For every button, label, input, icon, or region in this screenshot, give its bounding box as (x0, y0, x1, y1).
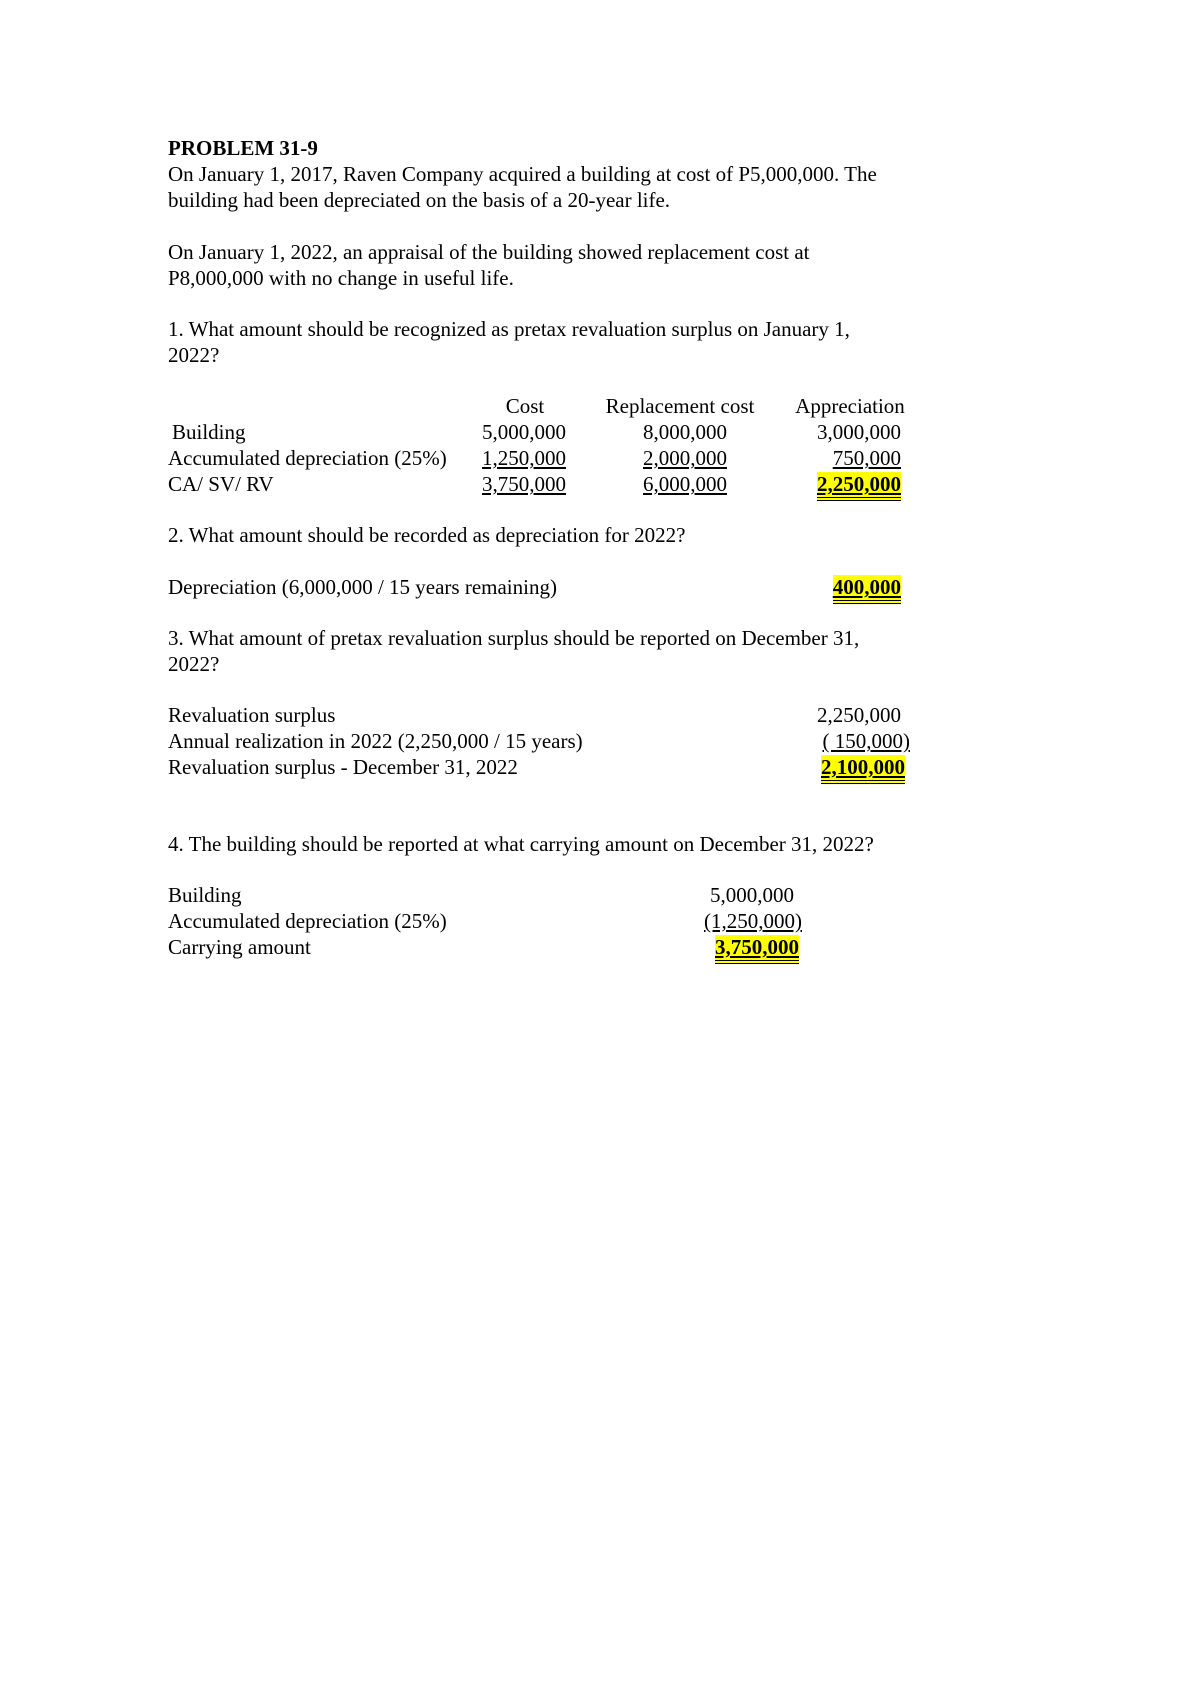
q3-row-surplus-label: Revaluation surplus (168, 703, 336, 727)
q2-question: 2. What amount should be recorded as depreciation for 2022? (168, 523, 686, 547)
q1-row-ca-replacement: 6,000,000 (643, 472, 727, 496)
q4-answer: 3,750,000 (660, 934, 799, 960)
q3-row-realization-value: ( 150,000) (822, 729, 910, 753)
q3-row-surplus-value: 2,250,000 (817, 703, 901, 727)
q4-question: 4. The building should be reported at what carrying amount on December 31, 2022? (168, 832, 874, 856)
intro-line-1: On January 1, 2017, Raven Company acquired a building at cost of P5,000,000. The (168, 162, 877, 186)
q2-answer: 400,000 (770, 574, 901, 600)
problem-title: PROBLEM 31-9 (168, 136, 318, 160)
q1-header-appreciation: Appreciation (795, 394, 905, 418)
q3-question-line-2: 2022? (168, 652, 220, 676)
q1-question-line-2: 2022? (168, 343, 220, 367)
q1-row-accum-label: Accumulated depreciation (25%) (168, 446, 447, 470)
q3-row-dec31-label: Revaluation surplus - December 31, 2022 (168, 755, 518, 779)
q3-question-line-1: 3. What amount of pretax revaluation surplus should be reported on December 31, (168, 626, 860, 650)
q1-row-accum-replacement: 2,000,000 (643, 446, 727, 470)
q1-row-building-replacement: 8,000,000 (643, 420, 727, 444)
q1-row-ca-cost: 3,750,000 (482, 472, 566, 496)
q4-row-building-label: Building (168, 883, 242, 907)
q1-row-building-appreciation: 3,000,000 (817, 420, 901, 444)
q1-row-accum-appreciation: 750,000 (832, 446, 901, 470)
q1-header-cost: Cost (505, 394, 545, 418)
intro-line-3: On January 1, 2022, an appraisal of the building showed replacement cost at (168, 240, 810, 264)
q1-header-replacement: Replacement cost (605, 394, 755, 418)
q3-answer: 2,100,000 (770, 754, 905, 780)
intro-line-2: building had been depreciated on the basis of a 20-year life. (168, 188, 671, 212)
q4-row-accum-value: (1,250,000) (704, 909, 802, 933)
q1-row-ca-label: CA/ SV/ RV (168, 472, 274, 496)
q1-answer: 2,250,000 (770, 471, 901, 497)
q1-question-line-1: 1. What amount should be recognized as pretax revaluation surplus on January 1, (168, 317, 850, 341)
q4-row-building-value: 5,000,000 (710, 883, 794, 907)
q2-label: Depreciation (6,000,000 / 15 years remaining) (168, 575, 557, 599)
q1-row-accum-cost: 1,250,000 (482, 446, 566, 470)
q1-row-building-label: Building (172, 420, 246, 444)
q4-row-accum-label: Accumulated depreciation (25%) (168, 909, 447, 933)
q3-row-realization-label: Annual realization in 2022 (2,250,000 / 15 years) (168, 729, 583, 753)
intro-line-4: P8,000,000 with no change in useful life. (168, 266, 514, 290)
q1-row-building-cost: 5,000,000 (482, 420, 566, 444)
q4-row-carrying-label: Carrying amount (168, 935, 311, 959)
